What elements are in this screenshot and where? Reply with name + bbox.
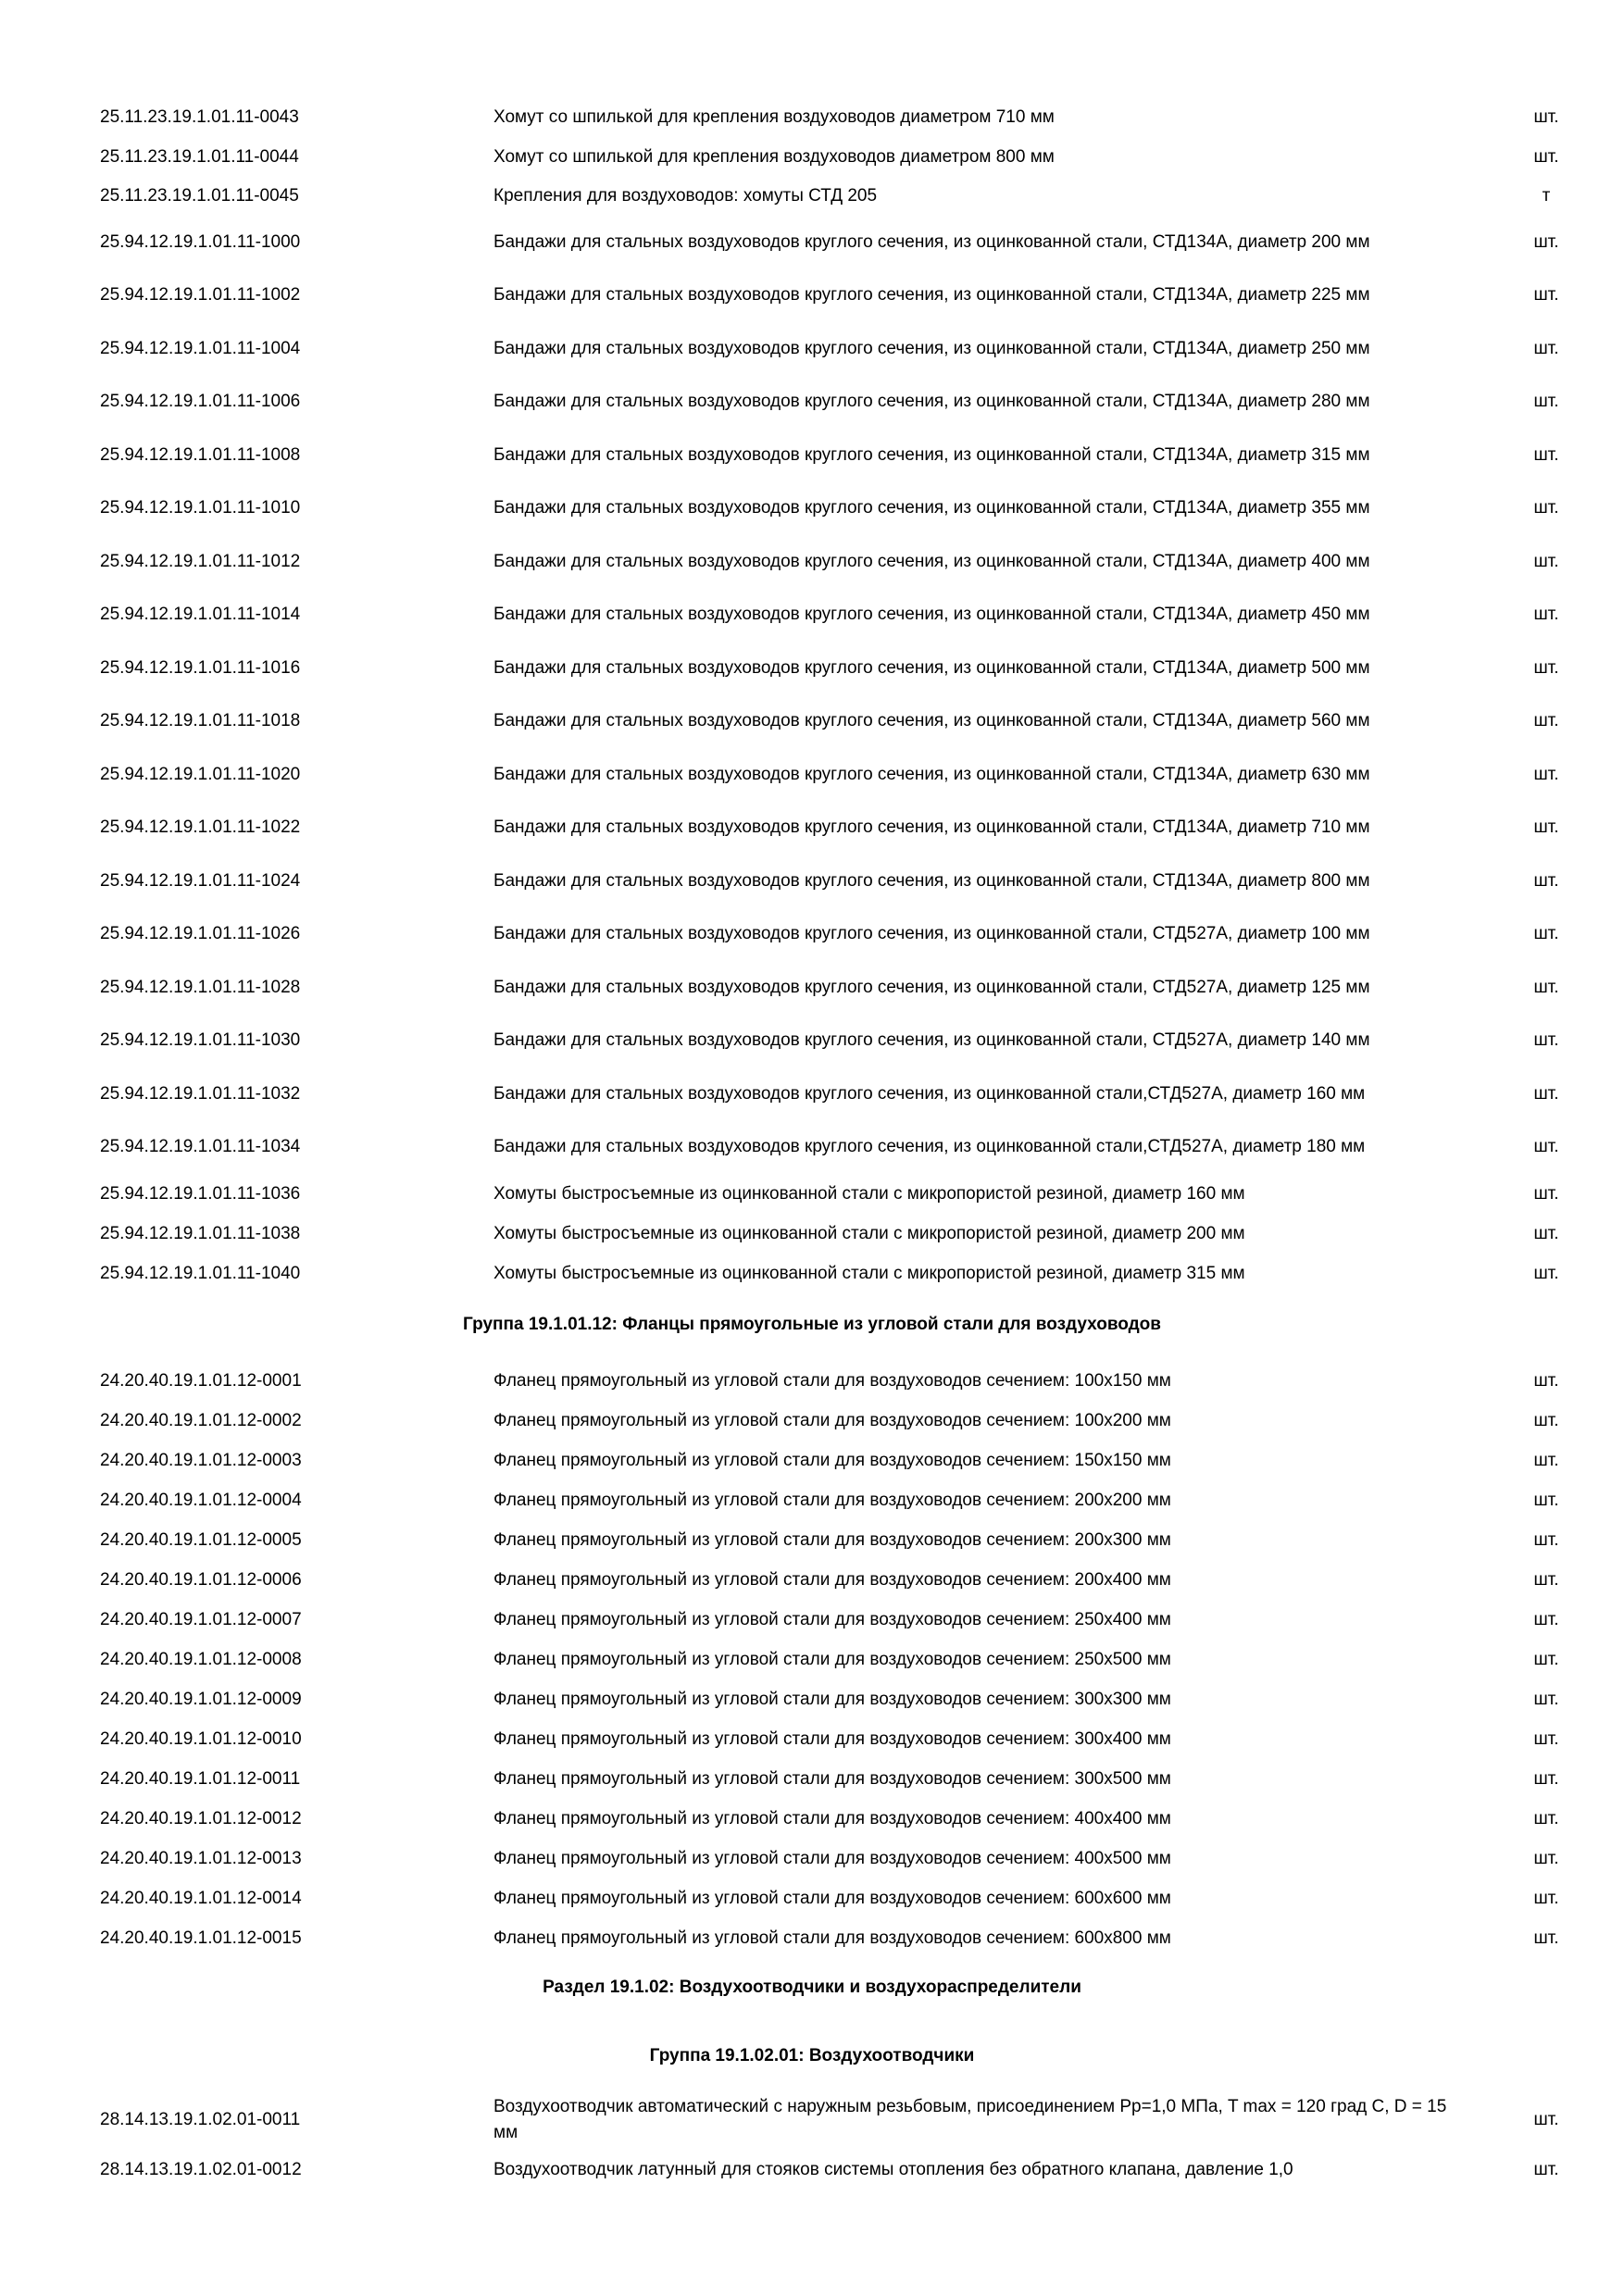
row-code: 25.11.23.19.1.01.11-0043 bbox=[100, 107, 299, 127]
row-code: 25.94.12.19.1.01.11-1018 bbox=[100, 711, 301, 730]
table-row bbox=[0, 1845, 1624, 1873]
table-row bbox=[0, 104, 1624, 131]
row-code: 24.20.40.19.1.01.12-0009 bbox=[100, 1690, 302, 1709]
table-row bbox=[0, 1015, 1624, 1067]
row-unit: шт. bbox=[1533, 1849, 1559, 1868]
row-unit: шт. bbox=[1533, 1530, 1559, 1550]
row-unit: шт. bbox=[1533, 1224, 1559, 1243]
row-name: Фланец прямоугольный из угловой стали для воздуховодов сечением: 300x300 мм bbox=[493, 1690, 1171, 1709]
table-row bbox=[0, 643, 1624, 694]
table-row bbox=[0, 1606, 1624, 1634]
row-name: Бандажи для стальных воздуховодов круглого сечения, из оцинкованной стали, СТД134А, диаметр 400 мм bbox=[493, 552, 1370, 571]
table-row bbox=[0, 2094, 1624, 2146]
row-unit: шт. bbox=[1533, 1769, 1559, 1789]
row-name: Фланец прямоугольный из угловой стали для воздуховодов сечением: 200x400 мм bbox=[493, 1570, 1171, 1590]
table-row bbox=[0, 1260, 1624, 1288]
row-code: 24.20.40.19.1.01.12-0007 bbox=[100, 1610, 302, 1629]
table-row bbox=[0, 1367, 1624, 1395]
row-code: 25.94.12.19.1.01.11-1036 bbox=[100, 1184, 301, 1204]
row-unit: шт. bbox=[1533, 1809, 1559, 1828]
row-unit: шт. bbox=[1533, 1570, 1559, 1590]
table-row bbox=[0, 1566, 1624, 1594]
row-unit: шт. bbox=[1533, 498, 1559, 518]
row-unit: шт. bbox=[1533, 285, 1559, 305]
row-name: Бандажи для стальных воздуховодов круглого сечения, из оцинкованной стали, СТД134А, диаметр 225 мм bbox=[493, 285, 1370, 305]
row-code: 25.94.12.19.1.01.11-1030 bbox=[100, 1030, 301, 1050]
row-code: 24.20.40.19.1.01.12-0010 bbox=[100, 1729, 302, 1749]
row-unit: шт. bbox=[1533, 552, 1559, 571]
row-name: Бандажи для стальных воздуховодов круглого сечения, из оцинкованной стали, СТД134А, диаметр 200 мм bbox=[493, 232, 1370, 252]
row-unit: шт. bbox=[1533, 605, 1559, 624]
row-unit: шт. bbox=[1533, 339, 1559, 358]
row-code: 24.20.40.19.1.01.12-0002 bbox=[100, 1411, 302, 1430]
row-code: 24.20.40.19.1.01.12-0006 bbox=[100, 1570, 302, 1590]
row-name: Крепления для воздуховодов: хомуты СТД 205 bbox=[493, 186, 878, 206]
table-row bbox=[0, 749, 1624, 801]
row-unit: шт. bbox=[1533, 147, 1559, 167]
row-unit: шт. bbox=[1533, 1137, 1559, 1156]
row-unit: шт. bbox=[1533, 2160, 1559, 2179]
row-unit: шт. bbox=[1533, 978, 1559, 997]
row-name: Бандажи для стальных воздуховодов круглого сечения, из оцинкованной стали, СТД134А, диаметр 500 мм bbox=[493, 658, 1370, 678]
row-name: Хомут со шпилькой для крепления воздуховодов диаметром 710 мм bbox=[493, 107, 1055, 127]
row-unit: шт. bbox=[1533, 1610, 1559, 1629]
row-code: 28.14.13.19.1.02.01-0012 bbox=[100, 2160, 302, 2179]
row-name: Хомут со шпилькой для крепления воздуховодов диаметром 800 мм bbox=[493, 147, 1055, 167]
row-name: Хомуты быстросъемные из оцинкованной стали с микропористой резиной, диаметр 200 мм bbox=[493, 1224, 1245, 1243]
table-row bbox=[0, 962, 1624, 1014]
row-code: 24.20.40.19.1.01.12-0005 bbox=[100, 1530, 302, 1550]
table-row bbox=[0, 2156, 1624, 2184]
row-name: Фланец прямоугольный из угловой стали для воздуховодов сечением: 100x200 мм bbox=[493, 1411, 1171, 1430]
table-row bbox=[0, 1805, 1624, 1833]
row-name: Бандажи для стальных воздуховодов круглого сечения, из оцинкованной стали, СТД527А, диаметр 125 мм bbox=[493, 978, 1370, 997]
table-row bbox=[0, 1726, 1624, 1753]
table-row bbox=[0, 908, 1624, 960]
row-unit: шт. bbox=[1533, 1889, 1559, 1908]
table-row bbox=[0, 1766, 1624, 1793]
row-name: Фланец прямоугольный из угловой стали для воздуховодов сечением: 100x150 мм bbox=[493, 1371, 1171, 1391]
row-code: 24.20.40.19.1.01.12-0014 bbox=[100, 1889, 302, 1908]
table-row bbox=[0, 1646, 1624, 1674]
row-code: 25.94.12.19.1.01.11-1002 bbox=[100, 285, 301, 305]
row-code: 25.94.12.19.1.01.11-1032 bbox=[100, 1084, 301, 1104]
row-name: Бандажи для стальных воздуховодов круглого сечения, из оцинкованной стали, СТД134А, диаметр 315 мм bbox=[493, 445, 1370, 465]
row-name: Бандажи для стальных воздуховодов круглого сечения, из оцинкованной стали, СТД134А, диаметр 710 мм bbox=[493, 817, 1370, 837]
row-name: Бандажи для стальных воздуховодов круглого сечения, из оцинкованной стали, СТД134А, диаметр 450 мм bbox=[493, 605, 1370, 624]
row-unit: шт. bbox=[1533, 1371, 1559, 1391]
row-code: 25.94.12.19.1.01.11-1010 bbox=[100, 498, 301, 518]
row-unit: шт. bbox=[1533, 1451, 1559, 1470]
row-unit: шт. bbox=[1533, 1491, 1559, 1510]
row-unit: шт. bbox=[1533, 1729, 1559, 1749]
row-unit: шт. bbox=[1533, 1650, 1559, 1669]
table-row bbox=[0, 536, 1624, 588]
row-unit: шт. bbox=[1533, 392, 1559, 411]
row-name: Бандажи для стальных воздуховодов круглого сечения, из оцинкованной стали, СТД134А, диаметр 355 мм bbox=[493, 498, 1370, 518]
row-code: 25.94.12.19.1.01.11-1012 bbox=[100, 552, 301, 571]
row-code: 25.11.23.19.1.01.11-0044 bbox=[100, 147, 299, 167]
row-name: Хомуты быстросъемные из оцинкованной стали с микропористой резиной, диаметр 315 мм bbox=[493, 1264, 1245, 1283]
row-name: Фланец прямоугольный из угловой стали для воздуховодов сечением: 200x200 мм bbox=[493, 1491, 1171, 1510]
row-unit: шт. bbox=[1533, 107, 1559, 127]
row-code: 25.94.12.19.1.01.11-1016 bbox=[100, 658, 301, 678]
row-code: 25.94.12.19.1.01.11-1026 bbox=[100, 924, 301, 943]
row-unit: т bbox=[1542, 186, 1551, 206]
row-name: Хомуты быстросъемные из оцинкованной стали с микропористой резиной, диаметр 160 мм bbox=[493, 1184, 1245, 1204]
row-name: Воздухоотводчик автоматический с наружным резьбовым, присоединением Рр=1,0 МПа, T max = 120 град С, D = 15 мм bbox=[493, 2097, 1447, 2142]
row-name: Бандажи для стальных воздуховодов круглого сечения, из оцинкованной стали, СТД134А, диаметр 560 мм bbox=[493, 711, 1370, 730]
row-code: 25.94.12.19.1.01.11-1040 bbox=[100, 1264, 301, 1283]
row-code: 24.20.40.19.1.01.12-0012 bbox=[100, 1809, 302, 1828]
row-code: 25.94.12.19.1.01.11-1024 bbox=[100, 871, 301, 891]
row-code: 25.94.12.19.1.01.11-1000 bbox=[100, 232, 301, 252]
table-row bbox=[0, 1068, 1624, 1120]
row-name: Бандажи для стальных воздуховодов круглого сечения, из оцинкованной стали, СТД134А, диаметр 250 мм bbox=[493, 339, 1370, 358]
row-code: 24.20.40.19.1.01.12-0003 bbox=[100, 1451, 302, 1470]
table-row bbox=[0, 482, 1624, 534]
group-header: Группа 19.1.01.12: Фланцы прямоугольные из угловой стали для воздуховодов bbox=[463, 1315, 1161, 1334]
row-unit: шт. bbox=[1533, 1411, 1559, 1430]
row-name: Фланец прямоугольный из угловой стали для воздуховодов сечением: 600x600 мм bbox=[493, 1889, 1171, 1908]
row-code: 25.94.12.19.1.01.11-1028 bbox=[100, 978, 301, 997]
table-row bbox=[0, 144, 1624, 171]
row-code: 24.20.40.19.1.01.12-0015 bbox=[100, 1928, 302, 1948]
table-row bbox=[0, 323, 1624, 375]
table-row bbox=[0, 695, 1624, 747]
table-row bbox=[0, 1925, 1624, 1953]
table-row bbox=[0, 1487, 1624, 1515]
table-row bbox=[0, 802, 1624, 854]
row-unit: шт. bbox=[1533, 1928, 1559, 1948]
row-code: 24.20.40.19.1.01.12-0011 bbox=[100, 1769, 301, 1789]
row-unit: шт. bbox=[1533, 1030, 1559, 1050]
row-code: 25.94.12.19.1.01.11-1014 bbox=[100, 605, 301, 624]
row-unit: шт. bbox=[1533, 232, 1559, 252]
row-unit: шт. bbox=[1533, 871, 1559, 891]
row-name: Бандажи для стальных воздуховодов круглого сечения, из оцинкованной стали,СТД527А, диаметр 160 мм bbox=[493, 1084, 1366, 1104]
table-row bbox=[0, 376, 1624, 428]
row-unit: шт. bbox=[1533, 1264, 1559, 1283]
row-unit: шт. bbox=[1533, 924, 1559, 943]
section-header: Раздел 19.1.02: Воздухоотводчики и воздухораспределители bbox=[543, 1978, 1081, 1997]
table-row bbox=[0, 1407, 1624, 1435]
row-name: Фланец прямоугольный из угловой стали для воздуховодов сечением: 400x400 мм bbox=[493, 1809, 1171, 1828]
table-row bbox=[0, 1885, 1624, 1913]
table-row bbox=[0, 1686, 1624, 1714]
table-row bbox=[0, 430, 1624, 481]
table-row bbox=[0, 217, 1624, 268]
group-header: Группа 19.1.02.01: Воздухоотводчики bbox=[649, 2046, 975, 2065]
row-unit: шт. bbox=[1533, 1690, 1559, 1709]
row-name: Фланец прямоугольный из угловой стали для воздуховодов сечением: 150x150 мм bbox=[493, 1451, 1171, 1470]
row-unit: шт. bbox=[1533, 711, 1559, 730]
row-name: Воздухоотводчик латунный для стояков системы отопления без обратного клапана, давление 1,0 bbox=[493, 2160, 1293, 2179]
row-code: 24.20.40.19.1.01.12-0008 bbox=[100, 1650, 302, 1669]
table-row bbox=[0, 1527, 1624, 1554]
row-name: Фланец прямоугольный из угловой стали для воздуховодов сечением: 250x400 мм bbox=[493, 1610, 1171, 1629]
row-code: 25.94.12.19.1.01.11-1020 bbox=[100, 765, 301, 784]
table-row bbox=[0, 1180, 1624, 1208]
table-row bbox=[0, 589, 1624, 641]
row-unit: шт. bbox=[1533, 2110, 1559, 2129]
row-code: 25.94.12.19.1.01.11-1008 bbox=[100, 445, 301, 465]
table-row bbox=[0, 269, 1624, 321]
table-row bbox=[0, 1447, 1624, 1475]
row-code: 25.94.12.19.1.01.11-1034 bbox=[100, 1137, 301, 1156]
row-name: Бандажи для стальных воздуховодов круглого сечения, из оцинкованной стали, СТД134А, диаметр 630 мм bbox=[493, 765, 1370, 784]
row-name: Фланец прямоугольный из угловой стали для воздуховодов сечением: 400x500 мм bbox=[493, 1849, 1171, 1868]
row-code: 25.94.12.19.1.01.11-1038 bbox=[100, 1224, 301, 1243]
table-row bbox=[0, 1121, 1624, 1173]
row-unit: шт. bbox=[1533, 765, 1559, 784]
row-unit: шт. bbox=[1533, 1084, 1559, 1104]
row-name: Бандажи для стальных воздуховодов круглого сечения, из оцинкованной стали, СТД527А, диаметр 100 мм bbox=[493, 924, 1370, 943]
row-name: Фланец прямоугольный из угловой стали для воздуховодов сечением: 200x300 мм bbox=[493, 1530, 1171, 1550]
row-name: Фланец прямоугольный из угловой стали для воздуховодов сечением: 600x800 мм bbox=[493, 1928, 1171, 1948]
row-name: Бандажи для стальных воздуховодов круглого сечения, из оцинкованной стали, СТД527А, диаметр 140 мм bbox=[493, 1030, 1370, 1050]
row-code: 24.20.40.19.1.01.12-0001 bbox=[100, 1371, 302, 1391]
row-code: 24.20.40.19.1.01.12-0004 bbox=[100, 1491, 302, 1510]
row-unit: шт. bbox=[1533, 817, 1559, 837]
row-name: Бандажи для стальных воздуховодов круглого сечения, из оцинкованной стали, СТД134А, диаметр 800 мм bbox=[493, 871, 1370, 891]
table-row bbox=[0, 855, 1624, 907]
row-name: Фланец прямоугольный из угловой стали для воздуховодов сечением: 300x400 мм bbox=[493, 1729, 1171, 1749]
row-name: Фланец прямоугольный из угловой стали для воздуховодов сечением: 250x500 мм bbox=[493, 1650, 1171, 1669]
row-code: 24.20.40.19.1.01.12-0013 bbox=[100, 1849, 302, 1868]
row-code: 25.11.23.19.1.01.11-0045 bbox=[100, 186, 299, 206]
row-name: Бандажи для стальных воздуховодов круглого сечения, из оцинкованной стали, СТД134А, диаметр 280 мм bbox=[493, 392, 1370, 411]
row-name: Бандажи для стальных воздуховодов круглого сечения, из оцинкованной стали,СТД527А, диаметр 180 мм bbox=[493, 1137, 1366, 1156]
row-unit: шт. bbox=[1533, 658, 1559, 678]
row-unit: шт. bbox=[1533, 445, 1559, 465]
table-row bbox=[0, 1220, 1624, 1248]
row-code: 28.14.13.19.1.02.01-0011 bbox=[100, 2110, 301, 2129]
row-unit: шт. bbox=[1533, 1184, 1559, 1204]
row-code: 25.94.12.19.1.01.11-1006 bbox=[100, 392, 301, 411]
row-code: 25.94.12.19.1.01.11-1004 bbox=[100, 339, 301, 358]
row-name: Фланец прямоугольный из угловой стали для воздуховодов сечением: 300x500 мм bbox=[493, 1769, 1171, 1789]
row-code: 25.94.12.19.1.01.11-1022 bbox=[100, 817, 301, 837]
table-row bbox=[0, 182, 1624, 210]
